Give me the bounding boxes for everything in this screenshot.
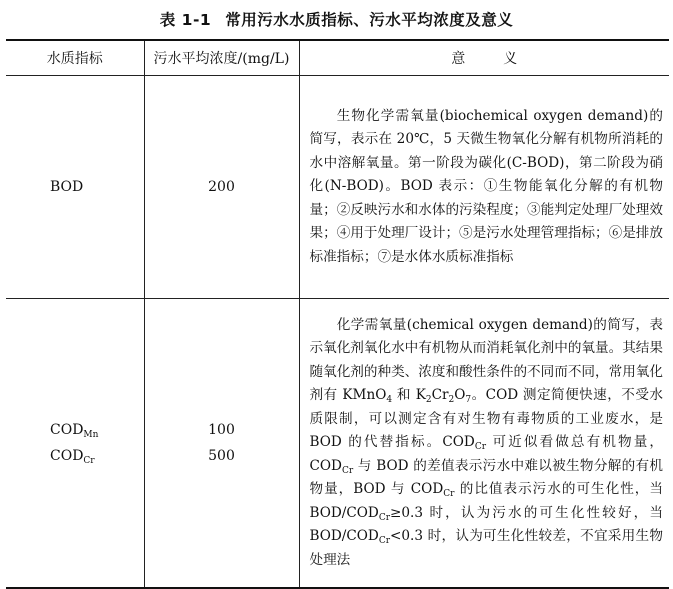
meaning-cod-sub: 2 [448,395,455,406]
table-caption [0,8,673,30]
indicator-cod-mn [50,417,144,443]
indicator-cod-cr [50,443,144,469]
table-row [6,76,669,299]
table-number: 表 1-1 [159,11,212,29]
indicator-cod-cr-base: COD [50,448,84,464]
concentration-cell [144,299,299,589]
meaning-cod-sub: 4 [386,395,393,406]
indicator-cod-mn-base: COD [50,422,84,438]
meaning-cod-text: ≥0.3 时，认为污水的可生化性较好，当 BOD/COD [309,504,663,545]
meaning-cod-text: 可近似看做总有机物量，COD [309,434,663,474]
concentration-cod-cr: 500 [208,448,235,464]
meaning-cod-text: 。COD 测定简便快速，不受水质限制，可以测定含有对生物有毒物质的工业废水，是 BOD 的代替指标。COD [309,387,663,451]
meaning-cod-text: 的比值表示污水的可生化性，当 BOD/COD [309,481,663,521]
table-header-row [6,40,669,76]
meaning-cod-text: 与 BOD 的差值表示污水中难以被生物分解的有机物量，BOD 与 COD [309,457,663,498]
indicator-cell [6,76,144,299]
meaning-cod-sub: Cr [378,512,391,523]
header-meaning-text: 意义 [451,51,556,67]
table-row [6,299,669,589]
water-quality-table [6,39,669,589]
meaning-cod-sub: Cr [474,442,487,453]
meaning-cod-text: 化学需氧量(chemical oxygen demand)的简写，表示氧化剂氧化水中有机物从而消耗氧化剂中的氧量。其结果随氧化剂的种类、浓度和酸性条件的不同而不同，常用氧化剂有 KMnO [309,316,663,404]
header-indicator: 水质指标 [6,40,144,76]
meaning-cod [310,314,664,573]
concentration-bod: 200 [208,179,235,195]
meaning-cod-text: <0.3 时，认为可生化性较差，不宜采用生物处理法 [309,528,663,568]
concentration-cod-mn: 100 [208,422,235,438]
indicator-cell [6,299,144,589]
indicator-cod-mn-sub: Mn [83,430,99,440]
concentration-cell [144,76,299,299]
meaning-cell [299,299,669,589]
meaning-cod-text: Cr [431,387,449,404]
meaning-cod-sub: Cr [443,489,455,500]
meaning-cod-sub: 2 [425,395,432,406]
indicator-bod: BOD [50,179,84,195]
meaning-bod: 生物化学需氧量(biochemical oxygen demand)的简写，表示在 20℃，5 天微生物氧化分解有机物所消耗的水中溶解氧量。第一阶段为碳化(C-BOD)，第二阶段为硝化(N-BOD)。BOD 表示：①生物能氧化分解的有机物量；②反映污水和水体的污染程度；③能判定处理厂处理效果；④用于处理厂设计；⑤是污水处理管理指标；⑥是排放标准指标；⑦是水体水质标准指标 [309,107,663,265]
indicator-cod-cr-sub: Cr [83,456,95,466]
meaning-cod-sub: 7 [465,395,472,406]
meaning-cod-text: O [454,387,466,404]
table-title: 常用污水水质指标、污水平均浓度及意义 [225,11,514,29]
meaning-cod-text: 和 K [392,387,426,404]
meaning-cod-sub: Cr [378,536,391,547]
header-concentration: 污水平均浓度/(mg/L) [144,40,299,76]
header-meaning [299,40,669,76]
meaning-cod-sub: Cr [341,465,354,476]
meaning-cell [299,76,669,299]
